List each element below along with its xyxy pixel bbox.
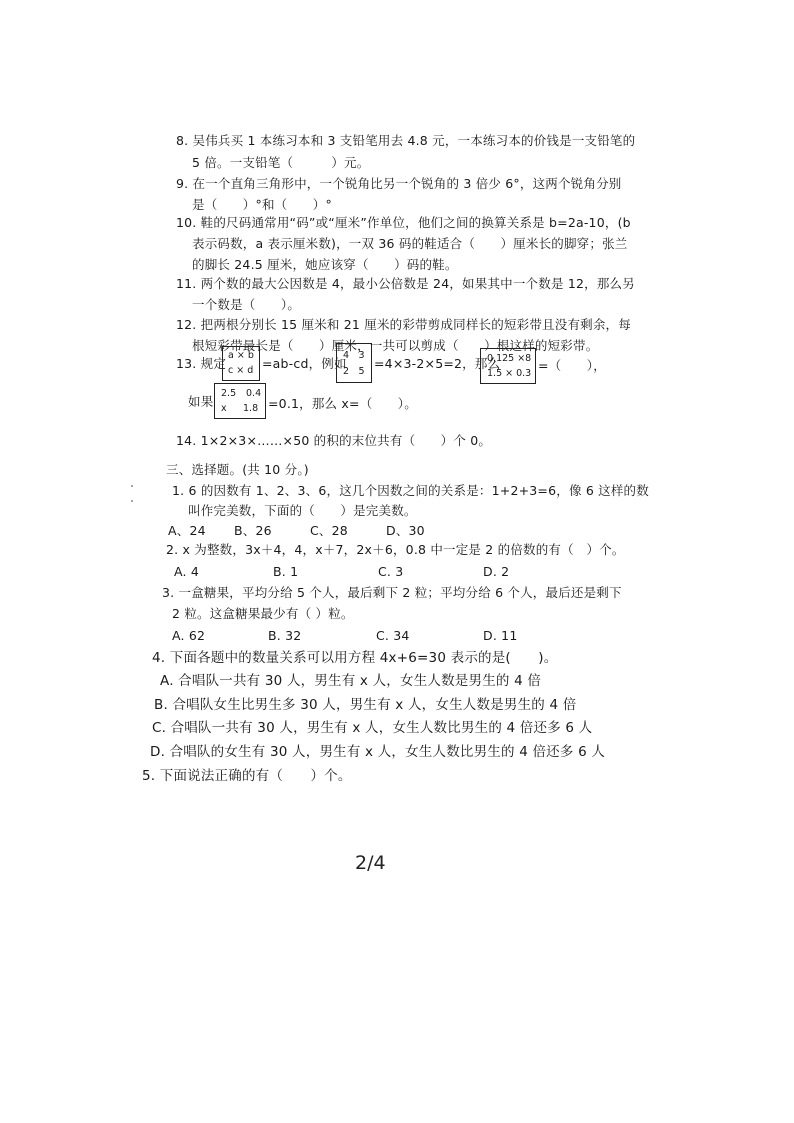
- c5-line1: 5. 下面说法正确的有（ ）个。: [142, 768, 352, 784]
- section3-title: 三、选择题。(共 10 分。): [166, 462, 309, 477]
- q11-line2: 一个数是（ ）。: [192, 297, 301, 312]
- c1-option-b: B、26: [234, 523, 272, 538]
- q13-ask-row1: 0.125 ×8: [487, 353, 532, 364]
- c2-option-a: A. 4: [174, 564, 200, 579]
- q8-line2: 5 倍。一支铅笔（ ）元。: [192, 155, 370, 170]
- c3-line2: 2 粒。这盒糖果最少有（ ）粒。: [172, 606, 354, 621]
- q10-line3: 的脚长 24.5 厘米，她应该穿（ ）码的鞋。: [192, 257, 458, 272]
- q13-ask-text: =（ ），: [538, 358, 606, 373]
- q8-line1: 8. 吴伟兵买 1 本练习本和 3 支铅笔用去 4.8 元，一本练习本的价钱是一支铅笔的: [176, 133, 636, 148]
- q13-if-text: =0.1，那么 x=（ ）。: [268, 396, 417, 411]
- c3-option-c: C. 34: [376, 628, 410, 643]
- q13-def-row1: a × b: [228, 350, 254, 361]
- q13-ex-row1: 4 3: [343, 350, 365, 361]
- q10-line2: 表示码数，a 表示厘米数)，一双 36 码的鞋适合（ ）厘米长的脚穿；张兰: [192, 236, 628, 251]
- c4-option-c: C. 合唱队一共有 30 人，男生有 x 人，女生人数比男生的 4 倍还多 6 人: [152, 720, 593, 736]
- q13-ex-row2: 2 5: [343, 366, 365, 377]
- c1-option-a: A、24: [168, 523, 206, 538]
- q12-line2: 根短彩带最长是（ ）厘米，一共可以剪成（ ）根这样的短彩带。: [192, 338, 599, 353]
- scan-speck: [131, 485, 133, 487]
- q11-line1: 11. 两个数的最大公因数是 4，最小公倍数是 24，如果其中一个数是 12，那么另: [176, 276, 635, 291]
- c3-option-b: B. 32: [268, 628, 302, 643]
- c1-line1: 1. 6 的因数有 1、2、3、6，这几个因数之间的关系是：1+2+3=6，像 6 这样的数: [172, 483, 649, 498]
- c4-option-d: D. 合唱队的女生有 30 人，男生有 x 人，女生人数比男生的 4 倍还多 6 人: [150, 744, 606, 760]
- q13-x-r1b: 0.4: [246, 388, 262, 399]
- q13-def-row2: c × d: [228, 365, 254, 376]
- c2-option-d: D. 2: [483, 564, 510, 579]
- q13-ask-box: [480, 348, 536, 384]
- q13-prefix: 13. 规定: [176, 356, 227, 371]
- q13-if-prefix: 如果: [188, 394, 214, 409]
- q13-ask-row2: 1.5 × 0.3: [487, 368, 532, 379]
- c2-line1: 2. x 为整数，3x＋4，4，x＋7，2x＋6，0.8 中一定是 2 的倍数的有（ ）个。: [166, 542, 625, 557]
- c1-option-c: C、28: [310, 523, 348, 538]
- q13-def-text: =ab-cd，例如: [262, 356, 347, 371]
- c1-line2: 叫作完美数，下面的（ ）是完美数。: [188, 503, 417, 518]
- q9-line1: 9. 在一个直角三角形中，一个锐角比另一个锐角的 3 倍少 6°，这两个锐角分别: [176, 176, 622, 191]
- q14-line1: 14. 1×2×3×……×50 的积的末位共有（ ）个 0。: [176, 433, 492, 448]
- q13-x-r2a: x: [221, 403, 227, 414]
- c2-option-c: C. 3: [378, 564, 404, 579]
- scan-speck: [131, 500, 133, 502]
- q13-x-box: [214, 383, 266, 419]
- c1-option-d: D、30: [386, 523, 425, 538]
- c4-option-a: A. 合唱队一共有 30 人，男生有 x 人，女生人数是男生的 4 倍: [160, 673, 542, 689]
- q13-definition-box: [222, 346, 260, 381]
- page-number: 2/4: [355, 852, 386, 874]
- c2-option-b: B. 1: [273, 564, 299, 579]
- q13-ex-text: =4×3-2×5=2，那么: [374, 356, 501, 371]
- q9-line2: 是（ ）°和（ ）°: [192, 197, 332, 212]
- q10-line1: 10. 鞋的尺码通常用“码”或“厘米”作单位，他们之间的换算关系是 b=2a-10，(b: [176, 215, 631, 230]
- c4-option-b: B. 合唱队女生比男生多 30 人，男生有 x 人，女生人数是男生的 4 倍: [154, 697, 577, 713]
- q13-example-box: [336, 343, 372, 383]
- c3-option-d: D. 11: [483, 628, 518, 643]
- c3-option-a: A. 62: [172, 628, 206, 643]
- q13-x-r1a: 2.5: [221, 388, 237, 399]
- q12-line1: 12. 把两根分别长 15 厘米和 21 厘米的彩带剪成同样长的短彩带且没有剩余，每: [176, 317, 631, 332]
- q13-x-r2b: 1.8: [243, 403, 259, 414]
- c4-line1: 4. 下面各题中的数量关系可以用方程 4x+6=30 表示的是( )。: [152, 650, 558, 666]
- c3-line1: 3. 一盒糖果，平均分给 5 个人，最后剩下 2 粒；平均分给 6 个人，最后还是剩下: [162, 585, 622, 600]
